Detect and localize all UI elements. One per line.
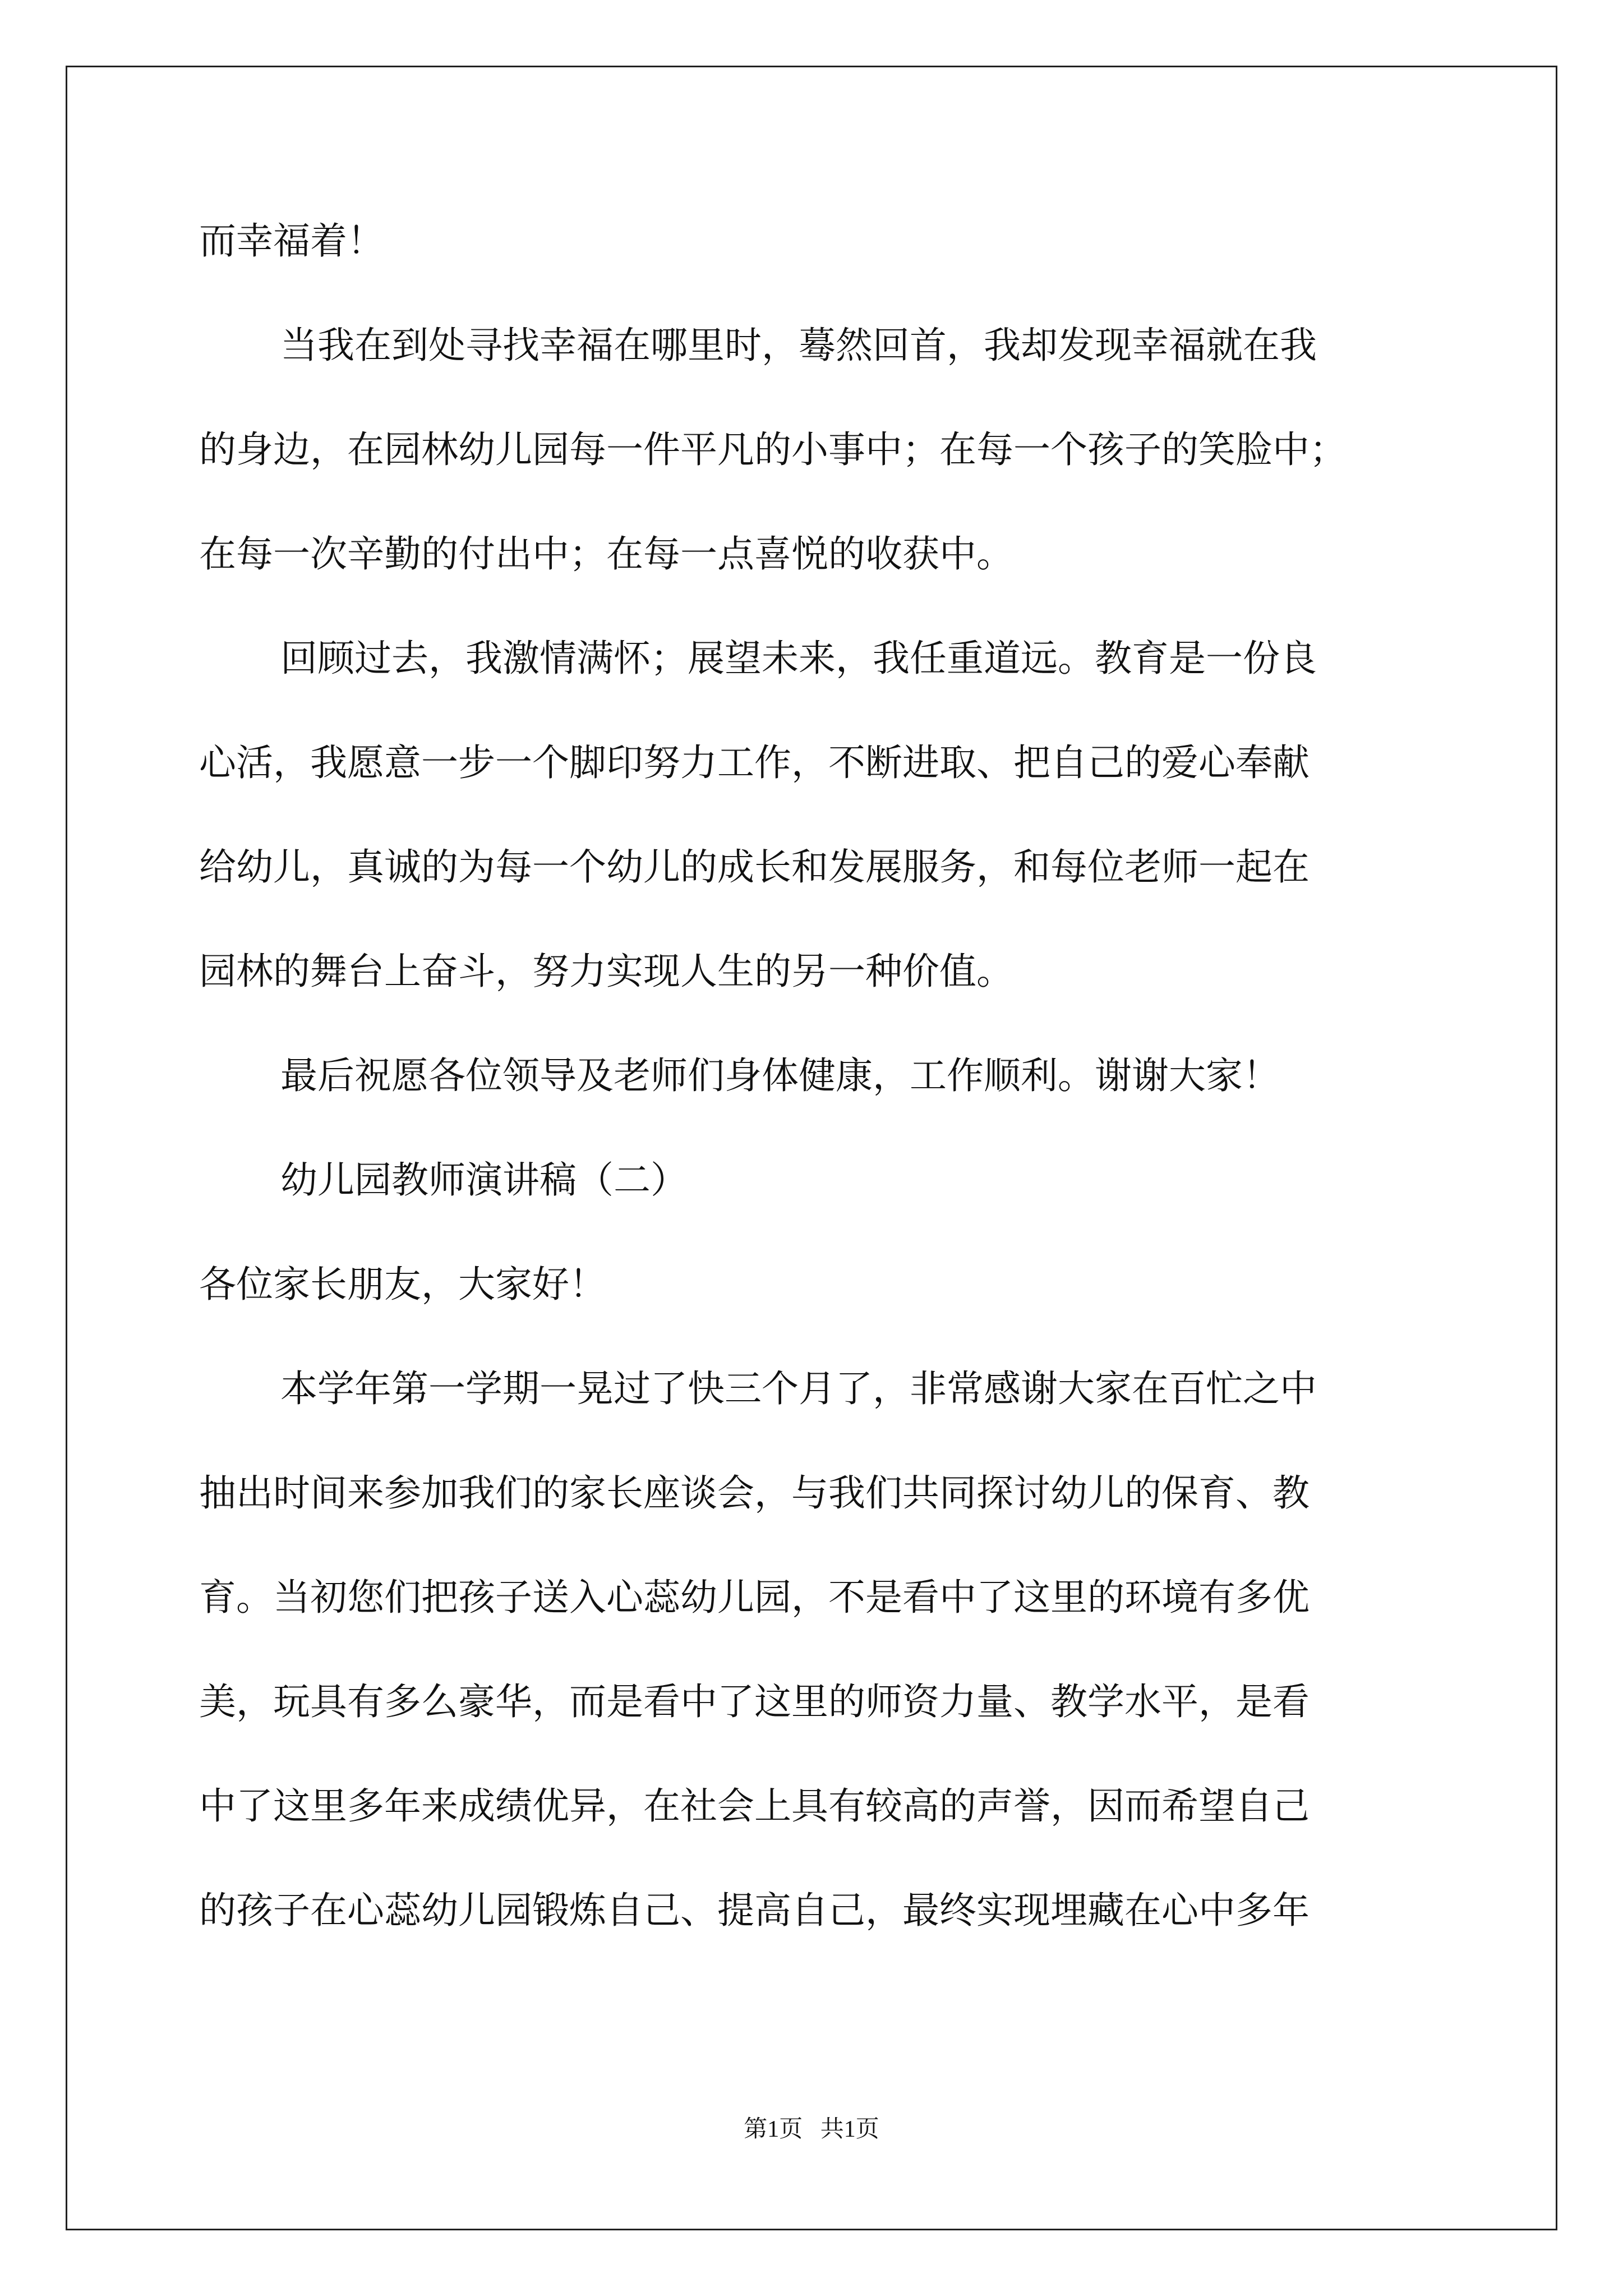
- page-number-footer: 第1页 共1页: [744, 2116, 879, 2142]
- text-line: 给幼儿，真诚的为每一个幼儿的成长和发展服务，和每位老师一起在: [199, 845, 1310, 889]
- text-line: 中了这里多年来成绩优异，在社会上具有较高的声誉，因而希望自己: [199, 1784, 1310, 1828]
- text-line: 的孩子在心蕊幼儿园锻炼自己、提高自己，最终实现埋藏在心中多年: [199, 1889, 1310, 1932]
- salutation: 各位家长朋友，大家好！: [199, 1263, 606, 1306]
- text-line: 美，玩具有多么豪华，而是看中了这里的师资力量、教学水平，是看: [199, 1680, 1310, 1723]
- text-line: 的身边，在园林幼儿园每一件平凡的小事中；在每一个孩子的笑脸中；: [199, 428, 1347, 471]
- text-line: 心活，我愿意一步一个脚印努力工作，不断进取、把自己的爱心奉献: [199, 741, 1310, 784]
- text-line: 育。当初您们把孩子送入心蕊幼儿园，不是看中了这里的环境有多优: [199, 1576, 1310, 1619]
- text-line: 在每一次辛勤的付出中；在每一点喜悦的收获中。: [199, 532, 1013, 576]
- text-line: 而幸福着！: [199, 219, 384, 263]
- text-line: 园林的舞台上奋斗，努力实现人生的另一种价值。: [199, 950, 1013, 993]
- text-line: 最后祝愿各位领导及老师们身体健康，工作顺利。谢谢大家！: [280, 1054, 1280, 1097]
- text-line: 回顾过去，我激情满怀；展望未来，我任重道远。教育是一份良: [280, 637, 1317, 680]
- section-heading: 幼儿园教师演讲稿（二）: [280, 1158, 688, 1202]
- text-line: 当我在到处寻找幸福在哪里时，蓦然回首，我却发现幸福就在我: [280, 324, 1317, 367]
- text-line: 抽出时间来参加我们的家长座谈会，与我们共同探讨幼儿的保育、教: [199, 1471, 1310, 1515]
- text-line: 本学年第一学期一晃过了快三个月了，非常感谢大家在百忙之中: [280, 1367, 1317, 1410]
